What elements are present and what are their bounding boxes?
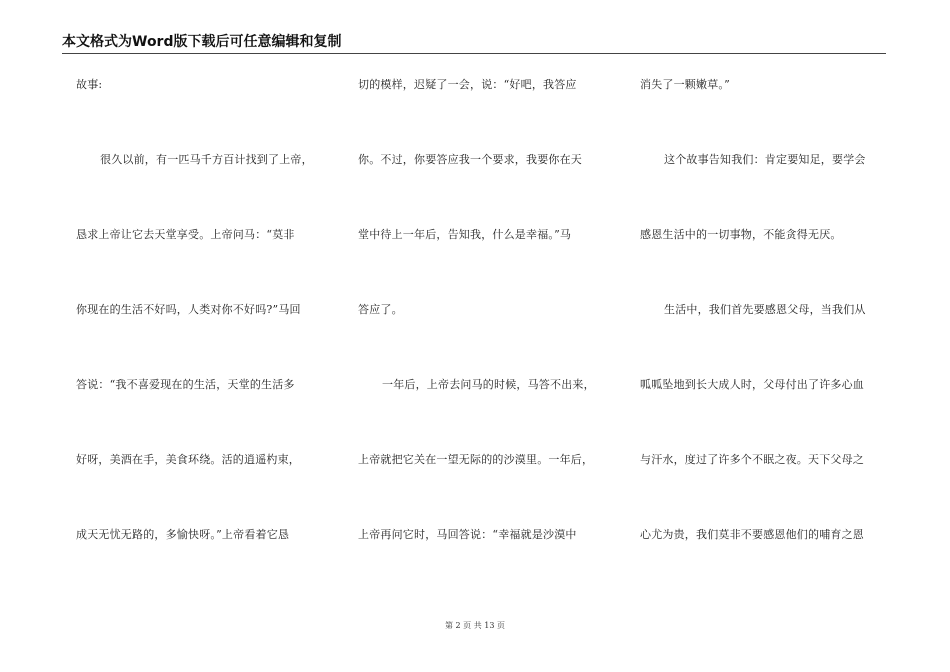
text-line: 答说：“我不喜爱现在的生活，天堂的生活多 xyxy=(76,378,295,391)
text-line: 消失了一颗嫩草。” xyxy=(640,78,730,91)
text-line: 你现在的生活不好吗，人类对你不好吗?”马回 xyxy=(76,303,301,316)
text-line: 切的模样，迟疑了一会，说：“好吧，我答应 xyxy=(358,78,577,91)
text-line: 很久以前，有一匹马千方百计找到了上帝， xyxy=(100,153,313,166)
page-number: 第 2 页 共 13 页 xyxy=(445,621,505,630)
text-line: 感恩生活中的一切事物，不能贪得无厌。 xyxy=(640,228,842,241)
text-column-2 xyxy=(358,72,608,597)
text-line: 呱呱坠地到长大成人时，父母付出了许多心血 xyxy=(640,378,864,391)
page-header xyxy=(62,33,886,54)
text-line: 这个故事告知我们：肯定要知足，要学会 xyxy=(664,153,866,166)
text-line: 堂中待上一年后，告知我，什么是幸福。”马 xyxy=(358,228,572,241)
text-column-1 xyxy=(76,72,326,597)
text-line: 成天无忧无路的，多愉快呀。”上帝看着它恳 xyxy=(76,528,290,541)
text-line: 故事: xyxy=(76,78,103,91)
text-line: 生活中，我们首先要感恩父母，当我们从 xyxy=(664,303,866,316)
text-line: 答应了。 xyxy=(358,303,403,316)
text-line: 上帝再问它时，马回答说：“幸福就是沙漠中 xyxy=(358,528,577,541)
text-line: 一年后，上帝去问马的时候，马答不出来， xyxy=(382,378,595,391)
text-line: 你。不过，你要答应我一个要求，我要你在天 xyxy=(358,153,582,166)
text-line: 恳求上帝让它去天堂享受。上帝问马：“莫非 xyxy=(76,228,295,241)
text-line: 心尤为贵，我们莫非不要感恩他们的哺育之恩 xyxy=(640,528,864,541)
text-column-3 xyxy=(640,72,890,597)
header-title: 本文格式为Word版下载后可任意编辑和复制 xyxy=(62,34,342,50)
text-line: 好呀，美酒在手，美食环绕。活的逍遥杓束， xyxy=(76,453,300,466)
text-line: 与汗水，度过了许多个不眠之夜。天下父母之 xyxy=(640,453,864,466)
text-line: 上帝就把它关在一望无际的的沙漠里。一年后， xyxy=(358,453,594,466)
